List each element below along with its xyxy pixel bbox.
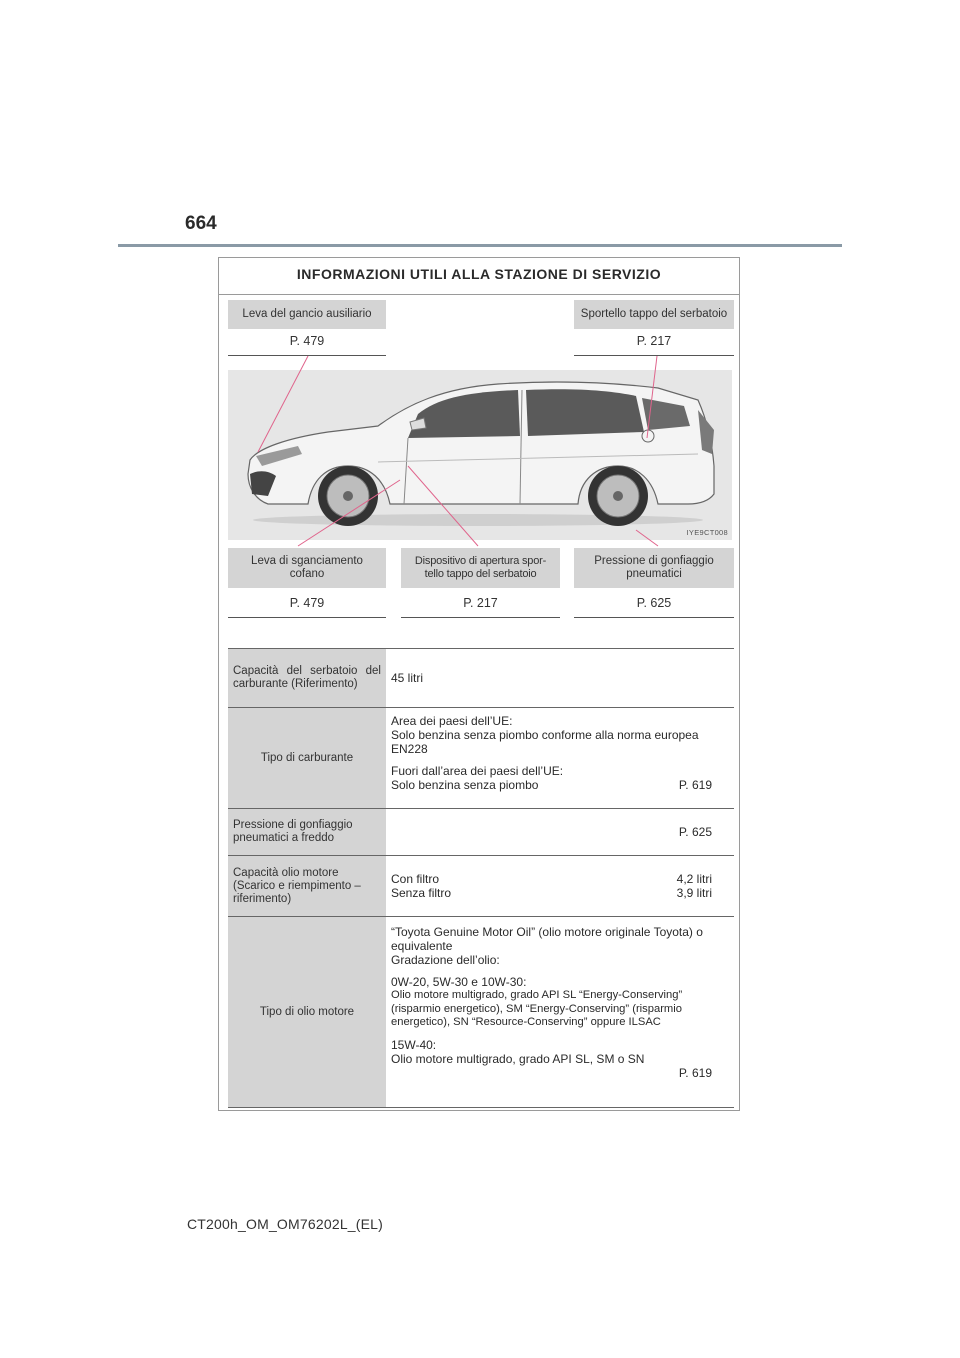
- tire-pressure-ref[interactable]: P. 625: [678, 825, 712, 839]
- fuel-eu-heading: Area dei paesi dell’UE:: [391, 714, 513, 728]
- callout-page-tow-hook[interactable]: P. 479: [228, 334, 386, 356]
- oil-grade2-heading: 15W-40:: [391, 1037, 437, 1052]
- document-code: CT200h_OM_OM76202L_(EL): [187, 1216, 384, 1232]
- fuel-eu-text: Solo benzina senza piombo conforme alla norma europea EN228: [391, 728, 699, 756]
- spec-label-fuel-type: Tipo di carburante: [228, 708, 386, 808]
- spec-value-oil-type: [386, 917, 734, 1107]
- oil-grade1-heading: 0W-20, 5W-30 e 10W-30:: [391, 975, 527, 989]
- spec-label-tire-pressure: Pressione di gonfiaggio pneumatici a freddo: [228, 809, 386, 855]
- fuel-capacity-value: 45 litri: [391, 671, 424, 685]
- callout-page-fuel-door-opener[interactable]: P. 217: [401, 596, 560, 618]
- illustration-code: IYE9CT008: [686, 528, 728, 537]
- fuel-type-ref[interactable]: P. 619: [678, 778, 712, 792]
- callout-label-fuel-door-opener: Dispositivo di apertura spor-tello tappo del serbatoio: [401, 548, 560, 588]
- oil-with-filter-value: 4,2 litri: [676, 872, 712, 886]
- oil-grade1-text: Olio motore multigrado, grado API SL “Energy-Conserving” (risparmio energetico), SM “Energy-Conserving” (risparmio energetico), SN “Resource-Conserving” oppure ILSAC: [391, 989, 683, 1028]
- spec-table: [228, 648, 734, 1108]
- callout-label-tow-hook: Leva del gancio ausiliario: [228, 300, 386, 329]
- oil-type-intro: “Toyota Genuine Motor Oil” (olio motore originale Toyota) o equivalente: [391, 925, 703, 953]
- car-side-view-image: [228, 370, 732, 540]
- spec-label-oil-capacity: Capacità olio motore (Scarico e riempimento – riferimento): [228, 856, 386, 916]
- spec-value-fuel-capacity: [386, 649, 734, 707]
- callout-label-fuel-door: Sportello tappo del serbatoio: [574, 300, 734, 329]
- header-rule: [118, 244, 842, 247]
- oil-without-filter-label: Senza filtro: [391, 886, 452, 900]
- fuel-noneu-line: [391, 778, 728, 792]
- oil-without-filter-line: [391, 886, 728, 900]
- spec-value-tire-pressure: [386, 809, 734, 855]
- oil-with-filter-label: Con filtro: [391, 872, 440, 886]
- callout-label-tire-pressure: Pressione di gonfiaggio pneumatici: [574, 548, 734, 588]
- spec-row-tire-pressure: [228, 809, 734, 856]
- callout-page-tire-pressure[interactable]: P. 625: [574, 596, 734, 618]
- oil-type-ref[interactable]: P. 619: [678, 1065, 712, 1080]
- spec-row-fuel-capacity: [228, 649, 734, 708]
- section-title: INFORMAZIONI UTILI ALLA STAZIONE DI SERVIZIO: [219, 258, 739, 295]
- oil-grade2-text: Olio motore multigrado, grado API SL, SM o SN: [391, 1051, 645, 1066]
- car-illustration: [228, 370, 732, 540]
- callout-label-hood-release: Leva di sganciamento cofano: [228, 548, 386, 588]
- spec-value-fuel-type: [386, 708, 734, 808]
- page-number: 664: [185, 213, 217, 234]
- spec-label-fuel-capacity: Capacità del serbatoio del carburante (Riferimento): [228, 649, 386, 707]
- fuel-noneu-heading: Fuori dall’area dei paesi dell’UE:: [391, 764, 564, 778]
- oil-grade-heading: Gradazione dell’olio:: [391, 953, 500, 967]
- callout-page-hood-release[interactable]: P. 479: [228, 596, 386, 618]
- callout-page-fuel-door[interactable]: P. 217: [574, 334, 734, 356]
- spec-row-fuel-type: [228, 708, 734, 809]
- fuel-noneu-text: Solo benzina senza piombo: [391, 778, 539, 792]
- spec-label-oil-type: Tipo di olio motore: [228, 917, 386, 1107]
- spec-value-oil-capacity: [386, 856, 734, 916]
- oil-with-filter-line: [391, 872, 728, 886]
- spec-row-oil-type: [228, 917, 734, 1108]
- oil-without-filter-value: 3,9 litri: [676, 886, 712, 900]
- spec-row-oil-capacity: [228, 856, 734, 917]
